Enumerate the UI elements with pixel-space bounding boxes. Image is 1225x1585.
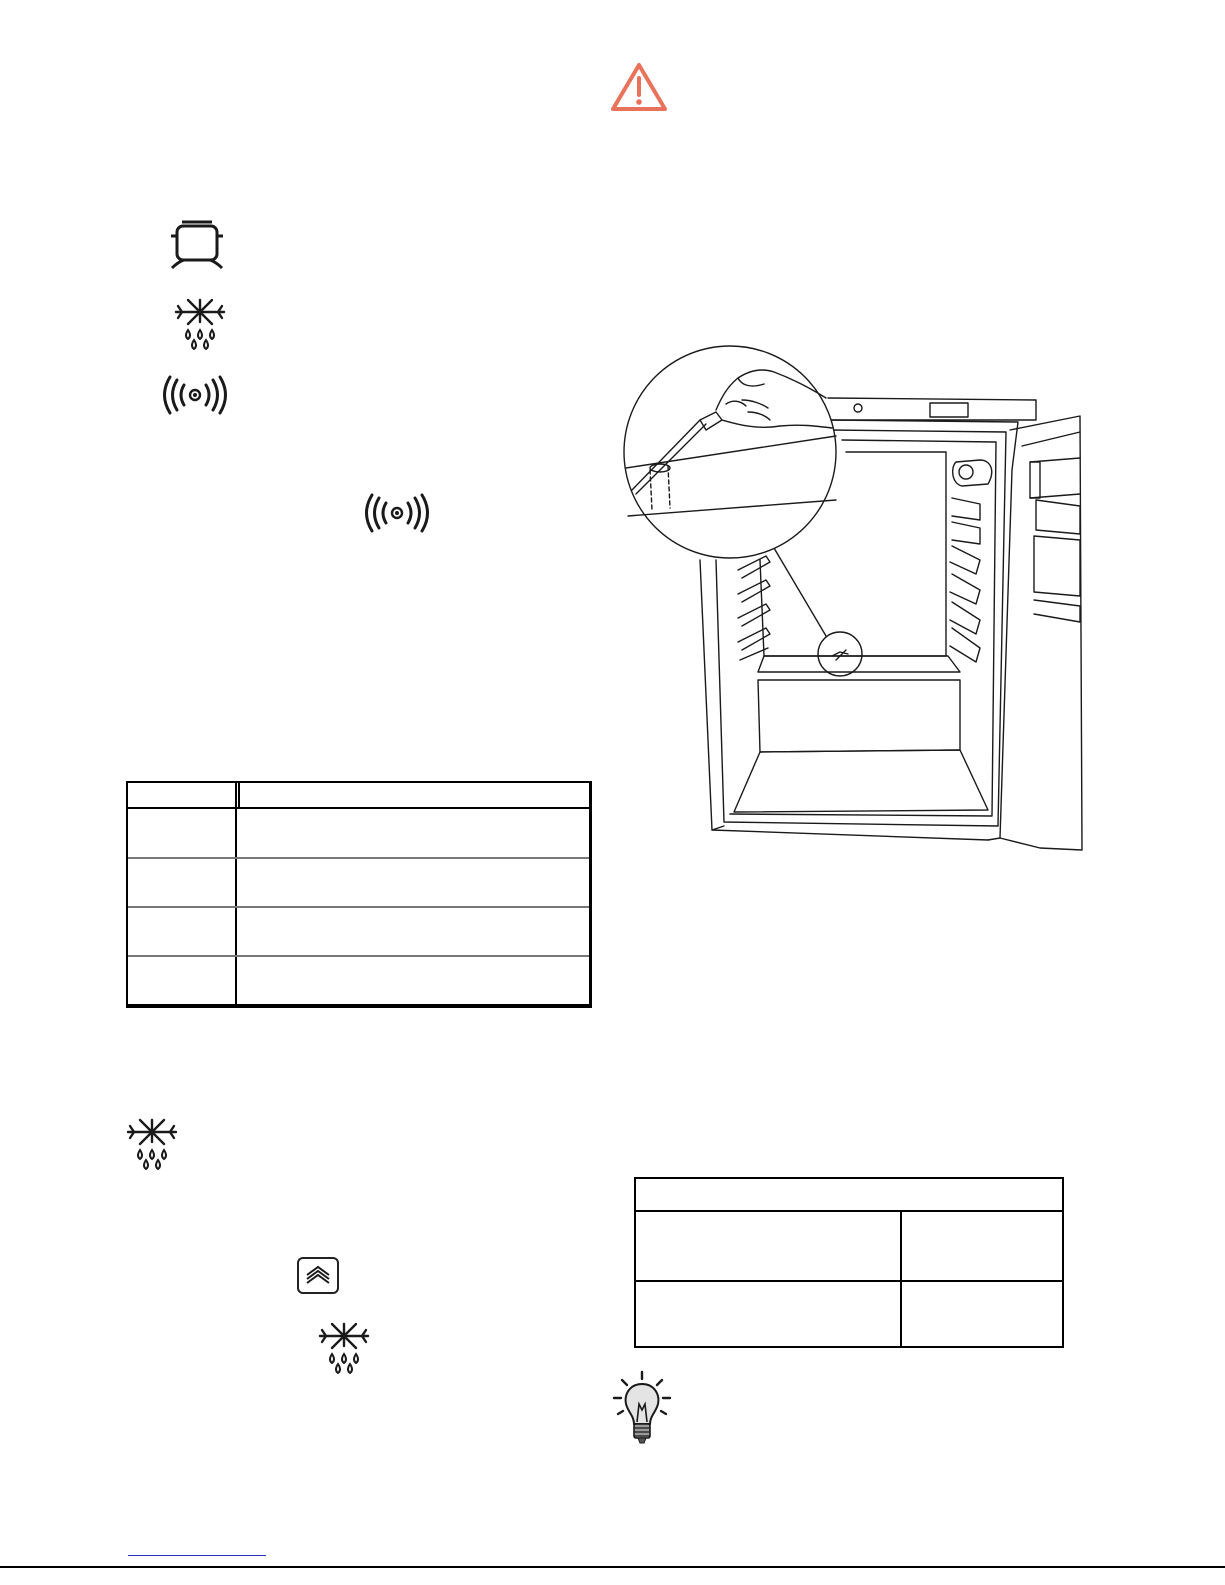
left-table <box>126 781 592 1008</box>
table-row <box>128 906 589 908</box>
column-divider <box>900 1210 902 1346</box>
snowflake-drops-icon <box>172 298 228 352</box>
table-row <box>636 1210 1062 1212</box>
fridge-drain-illustration <box>612 352 1087 852</box>
warning-triangle-icon <box>610 62 668 112</box>
column-divider <box>235 783 237 1004</box>
radio-waves-icon <box>164 376 226 414</box>
snowflake-drops-icon <box>124 1118 180 1172</box>
table-row <box>128 955 589 957</box>
snowflake-drops-icon <box>316 1322 372 1376</box>
double-chevron-up-icon <box>299 1259 337 1292</box>
radio-waves-icon <box>366 493 428 533</box>
table-row <box>636 1280 1062 1282</box>
header-separator <box>238 783 240 807</box>
footer-link-underline[interactable] <box>128 1555 266 1556</box>
right-table <box>634 1177 1064 1348</box>
table-header <box>128 783 589 809</box>
pot-icon <box>168 218 226 272</box>
footer-rule <box>0 1566 1225 1568</box>
lightbulb-icon <box>610 1370 674 1446</box>
table-row <box>128 857 589 859</box>
double-chevron-up-button[interactable] <box>297 1257 339 1294</box>
